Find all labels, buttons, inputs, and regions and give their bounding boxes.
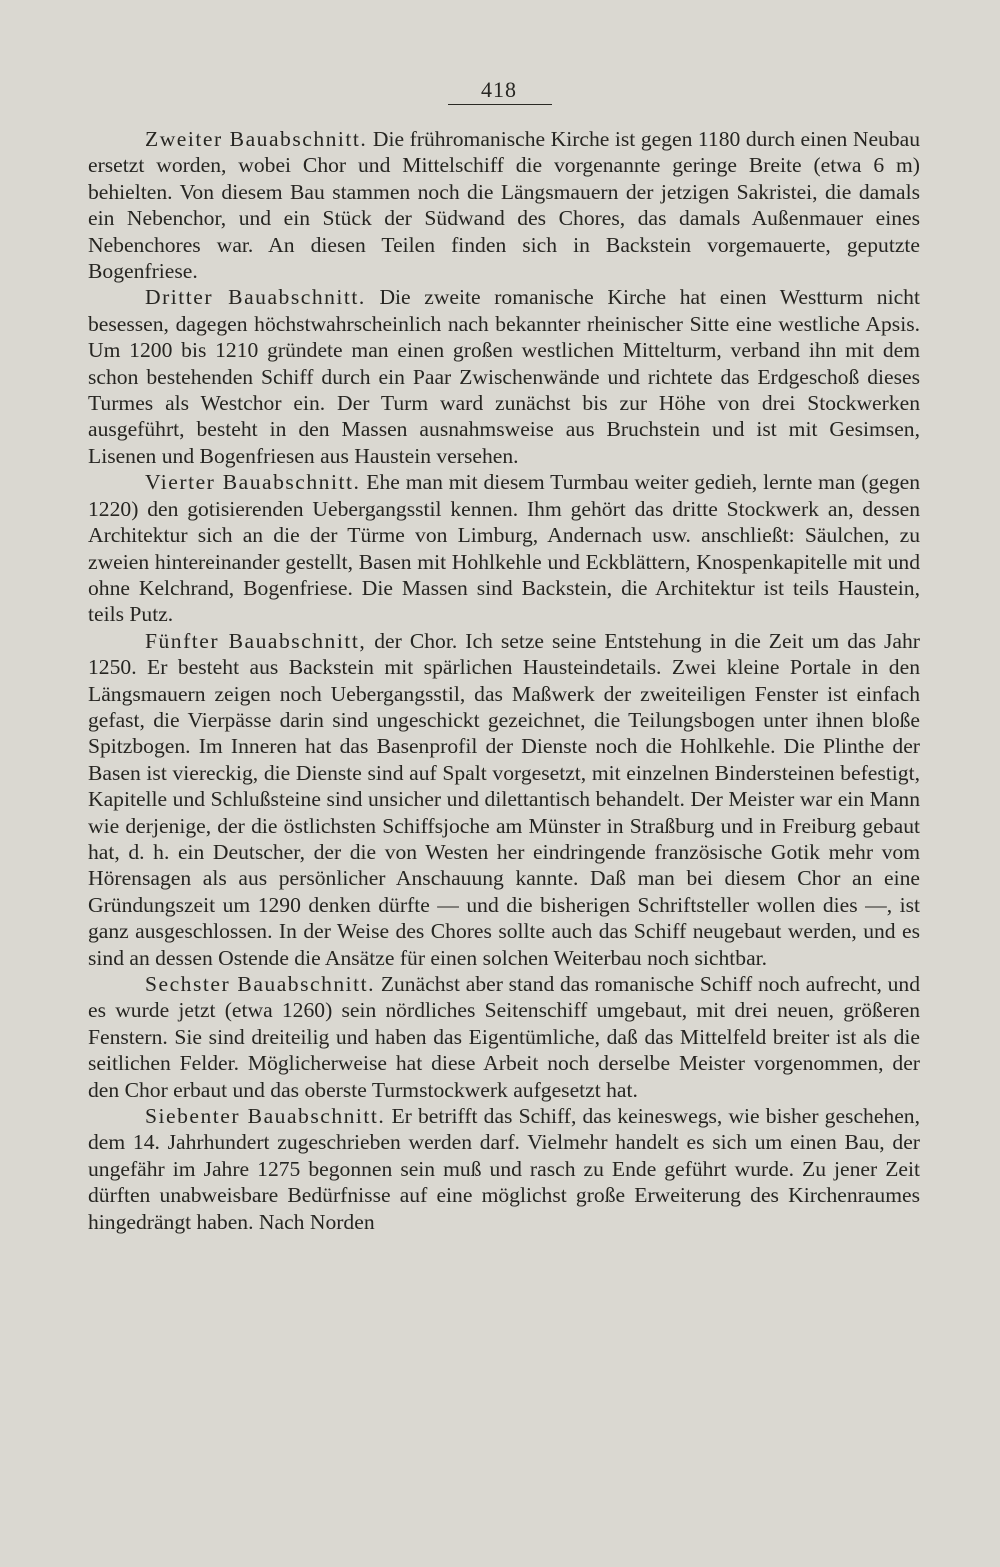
paragraph-text: Die zweite romanische Kirche hat einen Westturm nicht besessen, dagegen höchstwahrscheinlich nach bekannter rheinischer Sitte eine westliche Apsis. Um 1200 bis 1210 gründete man einen großen westlichen Mittelturm, verband ihn mit dem schon bestehenden Schiff durch ein Paar Zwischenwände und richtete das Erdgeschoß dieses Turmes als Westchor ein. Der Turm ward zunächst bis zur Höhe von drei Stockwerken ausgeführt, besteht in den Massen ausnahmsweise aus Bruchstein und ist mit Gesimsen, Lisenen und Bogenfriesen aus Haustein versehen. [88, 285, 920, 468]
header-rule [448, 104, 552, 105]
page-number: 418 [481, 77, 517, 102]
paragraph-vierter-bauabschnitt [88, 469, 920, 627]
section-lead: Zweiter Bauabschnitt. [145, 127, 368, 151]
paragraph-text: Die frühromanische Kirche ist gegen 1180 durch einen Neubau ersetzt worden, wobei Chor und Mittelschiff die vorgenannte geringe Breite (etwa 6 m) behielten. Von diesem Bau stammen noch die Längsmauern der jetzigen Sakristei, die damals ein Nebenchor, und ein Stück der Südwand des Chores, das damals Außenmauer eines Nebenchores war. An diesen Teilen finden sich in Backstein vorgemauerte, geputzte Bogenfriese. [88, 127, 921, 284]
paragraph-fuenfter-bauabschnitt [88, 628, 920, 971]
section-lead: Vierter Bauabschnitt. [145, 470, 361, 495]
section-lead: Fünfter Bauabschnitt, [145, 628, 367, 653]
section-lead: Siebenter Bauabschnitt. [145, 1104, 386, 1129]
paragraph-text: Ehe man mit diesem Turmbau weiter gedieh, lernte man (gegen 1220) den gotisierenden Uebergangsstil kennen. Ihm gehört das dritte Stockwerk an, dessen Architektur sich an die der Türme von Limburg, Andernach usw. anschließt: Säulchen, zu zweien hintereinander gestellt, Basen mit Hohlkehle und Eckblättern, Knospenkapitelle mit und ohne Kelchrand, Bogenfriese. Die Massen sind Backstein, die Architektur ist teils Haustein, teils Putz. [88, 470, 920, 627]
paragraph-text: Er betrifft das Schiff, das keineswegs, wie bisher geschehen, dem 14. Jahrhundert zugeschrieben werden darf. Vielmehr handelt es sich um einen Bau, der ungefähr im Jahre 1275 begonnen sein muß und rasch zu Ende geführt wurde. Zu jener Zeit dürften unabweisbare Bedürfnisse auf eine möglichst große Erweiterung des Kirchenraumes hingedrängt haben. Nach Norden [88, 1104, 920, 1234]
section-lead: Sechster Bauabschnitt. [145, 972, 376, 996]
paragraph-dritter-bauabschnitt [88, 284, 920, 469]
section-lead: Dritter Bauabschnitt. [145, 285, 366, 310]
paragraph-siebenter-bauabschnitt [88, 1103, 920, 1235]
paragraph-text: der Chor. Ich setze seine Entstehung in die Zeit um das Jahr 1250. Er besteht aus Backstein mit spärlichen Hausteindetails. Zwei kleine Portale in den Längsmauern zeigen noch Uebergangsstil, das Maßwerk der zweiteiligen Fenster ist einfach gefast, die Vierpässe darin sind ungeschickt gezeichnet, die Teilungsbogen unter ihnen bloße Spitzbogen. Im Inneren hat das Basenprofil der Dienste noch die Hohlkehle. Die Plinthe der Basen ist viereckig, die Dienste sind auf Spalt vorgesetzt, mit einzelnen Bindersteinen befestigt, Kapitelle und Schlußsteine sind unsicher und dilettantisch behandelt. Der Meister war ein Mann wie derjenige, der die östlichsten Schiffsjoche am Münster in Straßburg und in Freiburg gebaut hat, d. h. ein Deutscher, der die von Westen her eindringende französische Gotik mehr vom Hörensagen als aus persönlicher Anschauung kannte. Daß man bei diesem Chor an eine Gründungszeit um 1290 denken dürfte — und die bisherigen Schriftsteller wollen dies —, ist ganz ausgeschlossen. In der Weise des Chores sollte auch das Schiff neugebaut werden, und es sind an dessen Ostende die Ansätze für einen solchen Weiterbau noch sichtbar. [88, 628, 920, 970]
paragraph-zweiter-bauabschnitt [88, 126, 920, 284]
body-text [88, 126, 920, 1235]
paragraph-text: Zunächst aber stand das romanische Schiff noch aufrecht, und es wurde jetzt (etwa 1260) sein nördliches Seitenschiff umgebaut, mit drei neuen, größeren Fenstern. Sie sind dreiteilig und haben das Eigentümliche, daß das Mittelfeld breiter ist als die seitlichen Felder. Möglicherweise hat diese Arbeit noch derselbe Meister vorgenommen, der den Chor erbaut und das oberste Turmstockwerk aufgesetzt hat. [88, 972, 920, 1102]
paragraph-sechster-bauabschnitt [88, 971, 920, 1103]
